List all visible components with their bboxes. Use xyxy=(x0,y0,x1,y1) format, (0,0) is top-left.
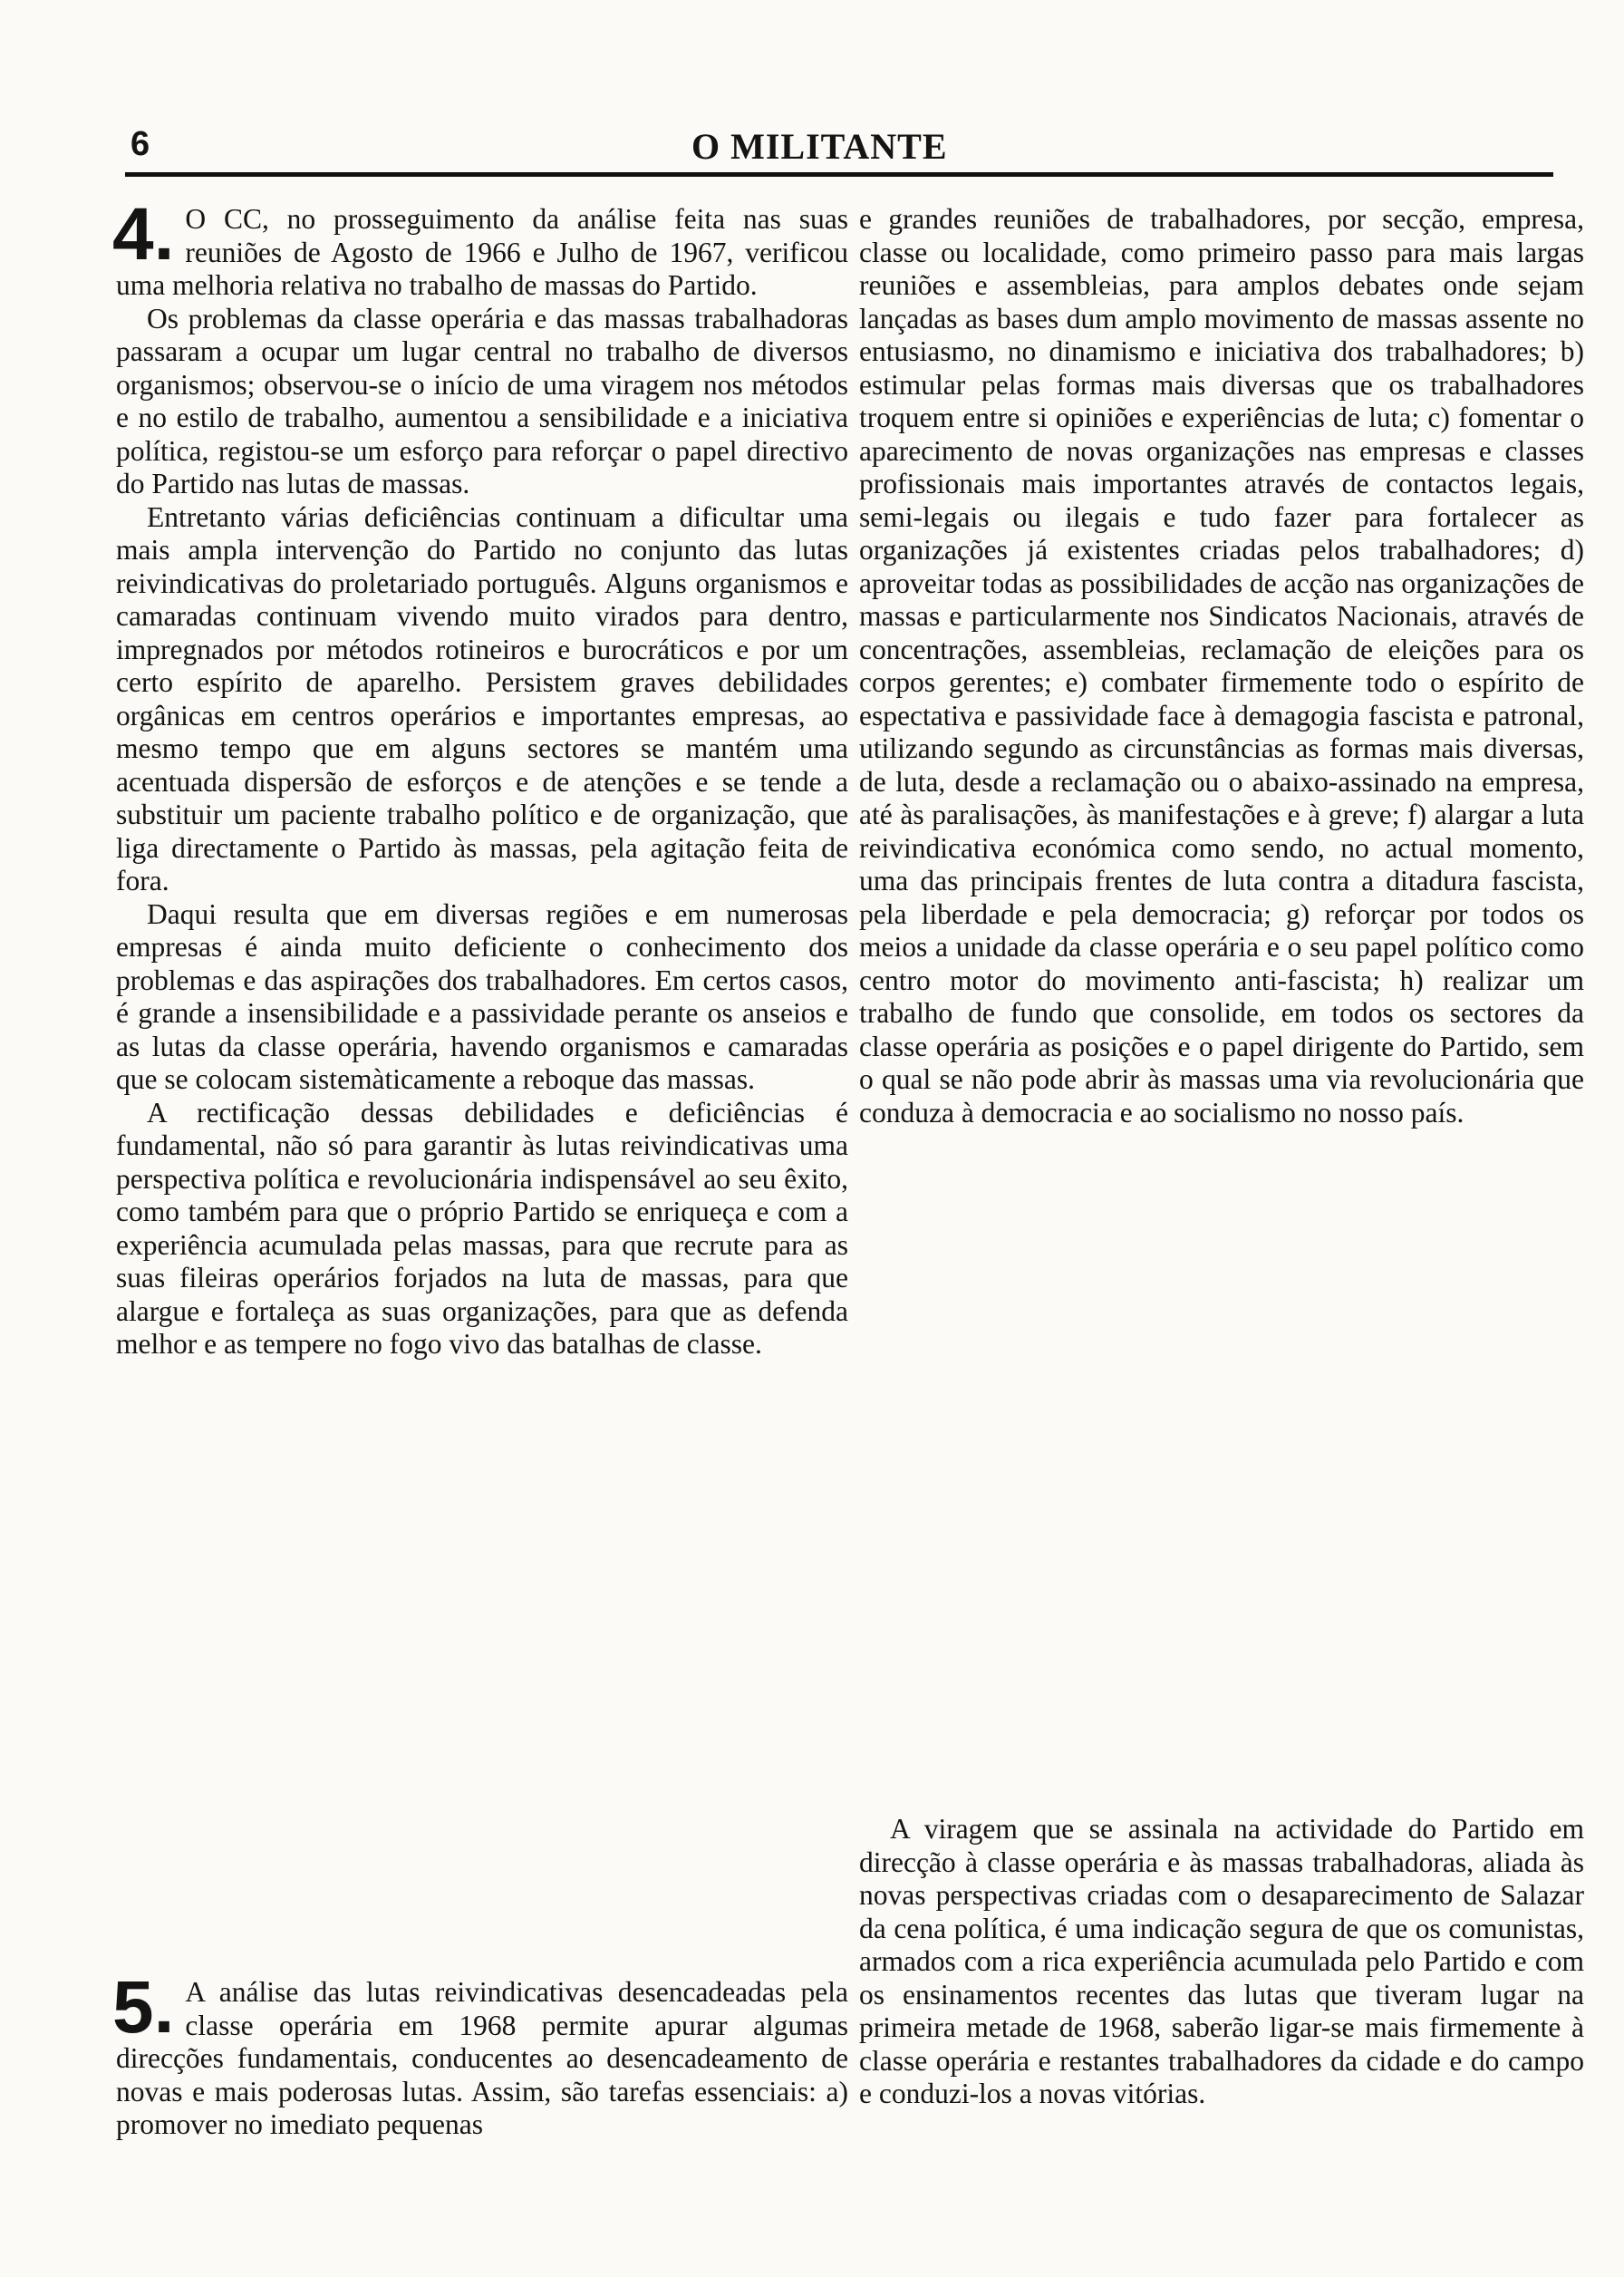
section-4-paragraph-5: A rectificação dessas debilidades e deficiências é fundamental, não só para garantir às lutas reivindicativas uma perspectiva política e revolucionária indispensável ao seu êxito, como também para que o próprio Partido se enriqueça e com a experiência acumulada pelas massas, para que recrute para as suas fileiras operários forjados na luta de massas, para que alargue e fortaleça as suas organizações, para que as defenda melhor e as tempere no fogo vivo das batalhas de classe. xyxy=(116,1096,848,1360)
journal-title: O MILITANTE xyxy=(691,126,948,167)
section-5-continued xyxy=(859,203,1584,1129)
section-4-intro xyxy=(112,193,848,303)
section-4-paragraph-4: Daqui resulta que em diversas regiões e em numerosas empresas é ainda muito deficiente o conhecimento dos problemas e das aspirações dos trabalhadores. Em certos casos, é grande a insensibilidade e a passividade perante os anseios e as lutas da classe operária, havendo organismos e camaradas que se colocam sistemàticamente a reboque das massas. xyxy=(116,897,848,1095)
page-header xyxy=(125,125,1553,176)
section-number: 4. xyxy=(112,193,175,276)
section-4 xyxy=(112,193,848,1361)
closing-text: A viragem que se assinala na actividade do Partido em direcção à classe operária e às massas trabalhadoras, aliada às novas perspectivas criadas com o desaparecimento de Salazar da cena política, é uma indicação segura de que os comunistas, armados com a rica experiência acumulada pelo Partido e com os ensinamentos recentes das lutas que tiveram lugar na primeira metade de 1968, saberão ligar-se mais firmemente à classe operária e restantes trabalhadores da cidade e do campo e conduzi-los a novas vitórias. xyxy=(859,1813,1584,2109)
section-5-paragraph-1: A análise das lutas reivindicativas desencadeadas pela classe operária em 1968 permite apurar algumas direcções fundamentais, conducentes ao desencadeamento de novas e mais poderosas lutas. Assim, são tarefas essenciais: a) promover no imediato pequenas xyxy=(116,1976,848,2140)
header-divider xyxy=(125,172,1553,177)
section-5 xyxy=(112,1966,848,2142)
section-4-paragraph-1: O CC, no prosseguimento da análise feita nas suas reuniões de Agosto de 1966 e Julho de 1967, verificou uma melhoria relativa no trabalho de massas do Partido. xyxy=(116,203,848,301)
page-number: 6 xyxy=(130,125,150,163)
section-4-paragraph-2: Os problemas da classe operária e das massas trabalhadoras passaram a ocupar um lugar central no trabalho de diversos organismos; observou-se o início de uma viragem nos métodos e no estilo de trabalho, aumentou a sensibilidade e a iniciativa política, registou-se um esforço para reforçar o papel directivo do Partido nas lutas de massas. xyxy=(116,302,848,499)
section-number: 5. xyxy=(112,1966,175,2049)
section-4-paragraph-3: Entretanto várias deficiências continuam a dificultar uma mais ampla intervenção do Partido no conjunto das lutas reivindicativas do proletariado português. Alguns organismos e camaradas continuam vivendo muito virados para dentro, impregnados por métodos rotineiros e burocráticos e por um certo espírito de aparelho. Persistem graves debilidades orgânicas em centros operários e importantes empresas, ao mesmo tempo que em alguns sectores se mantém uma acentuada dispersão de esforços e de atenções e se tende a substituir um paciente trabalho político e de organização, que liga directamente o Partido às massas, pela agitação feita de fora. xyxy=(116,500,848,896)
closing-paragraph xyxy=(859,1813,1584,2111)
section-5-paragraph-1-continued: e grandes reuniões de trabalhadores, por secção, empresa, classe ou localidade, como primeiro passo para mais largas reuniões e assembleias, para amplos debates onde sejam lançadas as bases dum amplo movimento de massas assente no entusiasmo, no dinamismo e iniciativa dos trabalhadores; b) estimular pelas formas mais diversas que os trabalhadores troquem entre si opiniões e experiências de luta; c) fomentar o aparecimento de novas organizações nas empresas e classes profissionais mais importantes através de contactos legais, semi-legais ou ilegais e tudo fazer para fortalecer as organizações já existentes criadas pelos trabalhadores; d) aproveitar todas as possibilidades de acção nas organizações de massas e particularmente nos Sindicatos Nacionais, através de concentrações, assembleias, reclamação de eleições para os corpos gerentes; e) combater firmemente todo o espírito de espectativa e passividade face à demagogia fascista e patronal, utilizando segundo as circunstâncias as formas mais diversas, de luta, desde a reclamação ou o abaixo-assinado na empresa, até às paralisações, às manifestações e à greve; f) alargar a luta reivindicativa económica como sendo, no actual momento, uma das principais frentes de luta contra a ditadura fascista, pela liberdade e pela democracia; g) reforçar por todos os meios a unidade da classe operária e o seu papel político como centro motor do movimento anti-fascista; h) realizar um trabalho de fundo que consolide, em todos os sectores da classe operária as posições e o papel dirigente do Partido, sem o qual se não pode abrir às massas uma via revolucionária que conduza à democracia e ao socialismo no nosso país. xyxy=(859,203,1584,1129)
section-5-intro xyxy=(112,1966,848,2142)
